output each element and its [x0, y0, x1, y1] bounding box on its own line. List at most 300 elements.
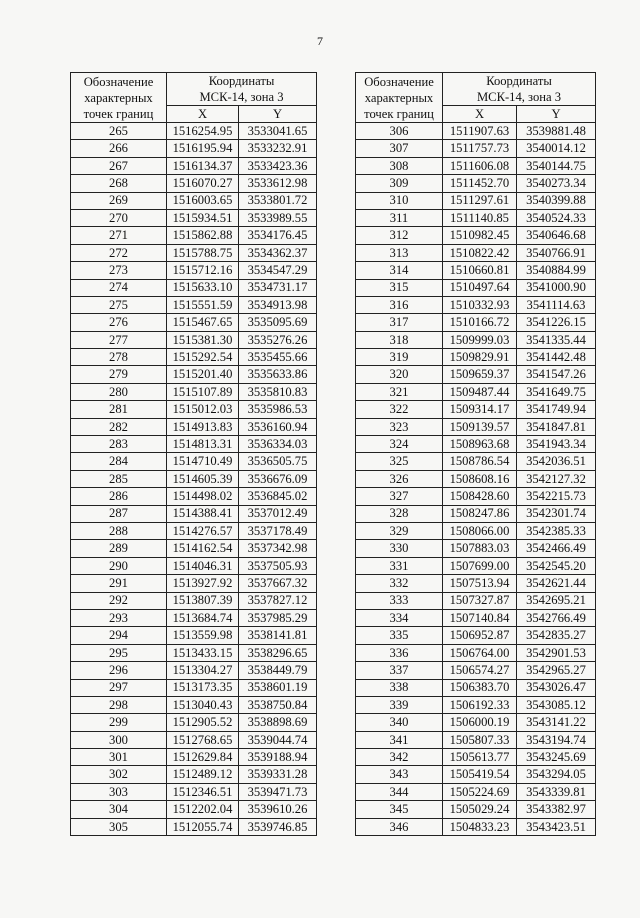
y-coordinate-cell: 3543141.22 — [517, 714, 596, 731]
x-coordinate-cell: 1508428.60 — [443, 488, 517, 505]
y-coordinate-cell: 3537342.98 — [239, 540, 317, 557]
point-number-cell: 291 — [71, 575, 167, 592]
y-coordinate-cell: 3542621.44 — [517, 575, 596, 592]
y-coordinate-cell: 3540766.91 — [517, 244, 596, 261]
table-row — [356, 627, 596, 644]
point-number-cell: 311 — [356, 209, 443, 226]
table-row — [71, 453, 317, 470]
point-number-cell: 300 — [71, 731, 167, 748]
table-row — [71, 818, 317, 835]
x-coordinate-cell: 1508608.16 — [443, 470, 517, 487]
designation-header: Обозначение характерных точек границ — [71, 73, 167, 123]
table-row — [356, 696, 596, 713]
point-number-cell: 317 — [356, 314, 443, 331]
table-row — [356, 488, 596, 505]
x-coordinate-cell: 1514813.31 — [167, 436, 239, 453]
point-number-cell: 326 — [356, 470, 443, 487]
coordinates-header: Координаты МСК-14, зона 3 — [443, 73, 596, 106]
y-coordinate-cell: 3542466.49 — [517, 540, 596, 557]
point-number-cell: 270 — [71, 209, 167, 226]
table-row — [71, 627, 317, 644]
point-number-cell: 294 — [71, 627, 167, 644]
x-coordinate-cell: 1509999.03 — [443, 331, 517, 348]
y-coordinate-cell: 3541547.26 — [517, 366, 596, 383]
point-number-cell: 316 — [356, 296, 443, 313]
x-coordinate-cell: 1507327.87 — [443, 592, 517, 609]
y-coordinate-cell: 3541335.44 — [517, 331, 596, 348]
x-coordinate-cell: 1504833.23 — [443, 818, 517, 835]
table-row — [356, 279, 596, 296]
table-row — [71, 540, 317, 557]
point-number-cell: 305 — [71, 818, 167, 835]
y-coordinate-cell: 3538296.65 — [239, 644, 317, 661]
point-number-cell: 302 — [71, 766, 167, 783]
y-coordinate-cell: 3538601.19 — [239, 679, 317, 696]
y-coordinate-cell: 3537178.49 — [239, 522, 317, 539]
table-row — [71, 488, 317, 505]
table-row — [71, 766, 317, 783]
y-coordinate-cell: 3539188.94 — [239, 749, 317, 766]
y-coordinate-cell: 3542965.27 — [517, 662, 596, 679]
y-coordinate-cell: 3536676.09 — [239, 470, 317, 487]
table-row — [71, 209, 317, 226]
point-number-cell: 289 — [71, 540, 167, 557]
table-row — [71, 470, 317, 487]
x-coordinate-cell: 1512768.65 — [167, 731, 239, 748]
point-number-cell: 310 — [356, 192, 443, 209]
y-coordinate-cell: 3542545.20 — [517, 557, 596, 574]
x-coordinate-cell: 1512489.12 — [167, 766, 239, 783]
table-row — [356, 192, 596, 209]
x-coordinate-cell: 1516134.37 — [167, 157, 239, 174]
x-coordinate-cell: 1510497.64 — [443, 279, 517, 296]
x-coordinate-cell: 1513559.98 — [167, 627, 239, 644]
x-coordinate-cell: 1505224.69 — [443, 783, 517, 800]
y-coordinate-cell: 3535633.86 — [239, 366, 317, 383]
table-row — [71, 609, 317, 626]
x-coordinate-cell: 1515201.40 — [167, 366, 239, 383]
table-row — [356, 766, 596, 783]
x-column-header: X — [443, 106, 517, 123]
y-coordinate-cell: 3536845.02 — [239, 488, 317, 505]
point-number-cell: 338 — [356, 679, 443, 696]
point-number-cell: 275 — [71, 296, 167, 313]
table-row — [356, 522, 596, 539]
table-row — [356, 557, 596, 574]
y-coordinate-cell: 3536160.94 — [239, 418, 317, 435]
y-coordinate-cell: 3541226.15 — [517, 314, 596, 331]
point-number-cell: 277 — [71, 331, 167, 348]
point-number-cell: 331 — [356, 557, 443, 574]
point-number-cell: 319 — [356, 349, 443, 366]
x-coordinate-cell: 1505029.24 — [443, 801, 517, 818]
x-coordinate-cell: 1516003.65 — [167, 192, 239, 209]
y-coordinate-cell: 3539746.85 — [239, 818, 317, 835]
coordinates-table-left — [70, 72, 317, 836]
x-coordinate-cell: 1514162.54 — [167, 540, 239, 557]
table-row — [356, 418, 596, 435]
y-coordinate-cell: 3538141.81 — [239, 627, 317, 644]
table-row — [71, 279, 317, 296]
point-number-cell: 322 — [356, 401, 443, 418]
point-number-cell: 299 — [71, 714, 167, 731]
y-coordinate-cell: 3541114.63 — [517, 296, 596, 313]
point-number-cell: 271 — [71, 227, 167, 244]
x-coordinate-cell: 1510332.93 — [443, 296, 517, 313]
x-coordinate-cell: 1509139.57 — [443, 418, 517, 435]
point-number-cell: 287 — [71, 505, 167, 522]
x-coordinate-cell: 1512629.84 — [167, 749, 239, 766]
y-coordinate-cell: 3537985.29 — [239, 609, 317, 626]
table-row — [71, 140, 317, 157]
x-coordinate-cell: 1510166.72 — [443, 314, 517, 331]
x-coordinate-cell: 1510660.81 — [443, 262, 517, 279]
point-number-cell: 334 — [356, 609, 443, 626]
y-coordinate-cell: 3541847.81 — [517, 418, 596, 435]
x-coordinate-cell: 1514498.02 — [167, 488, 239, 505]
table-row — [356, 175, 596, 192]
table-row — [71, 401, 317, 418]
x-coordinate-cell: 1508786.54 — [443, 453, 517, 470]
point-number-cell: 332 — [356, 575, 443, 592]
table-row — [356, 505, 596, 522]
y-coordinate-cell: 3537012.49 — [239, 505, 317, 522]
x-coordinate-cell: 1505613.77 — [443, 749, 517, 766]
point-number-cell: 321 — [356, 383, 443, 400]
point-number-cell: 297 — [71, 679, 167, 696]
point-number-cell: 278 — [71, 349, 167, 366]
x-coordinate-cell: 1515712.16 — [167, 262, 239, 279]
y-coordinate-cell: 3533801.72 — [239, 192, 317, 209]
point-number-cell: 314 — [356, 262, 443, 279]
y-coordinate-cell: 3534362.37 — [239, 244, 317, 261]
table-row — [356, 157, 596, 174]
table-row — [356, 349, 596, 366]
table-body-left — [71, 123, 317, 836]
table-row — [356, 262, 596, 279]
table-row — [356, 296, 596, 313]
table-row — [71, 436, 317, 453]
x-coordinate-cell: 1513684.74 — [167, 609, 239, 626]
table-row — [356, 383, 596, 400]
y-coordinate-cell: 3542835.27 — [517, 627, 596, 644]
x-coordinate-cell: 1509829.91 — [443, 349, 517, 366]
point-number-cell: 320 — [356, 366, 443, 383]
y-coordinate-cell: 3537827.12 — [239, 592, 317, 609]
x-coordinate-cell: 1516070.27 — [167, 175, 239, 192]
x-coordinate-cell: 1509314.17 — [443, 401, 517, 418]
table-row — [356, 123, 596, 140]
x-coordinate-cell: 1514388.41 — [167, 505, 239, 522]
point-number-cell: 341 — [356, 731, 443, 748]
table-row — [71, 314, 317, 331]
y-coordinate-cell: 3539044.74 — [239, 731, 317, 748]
x-coordinate-cell: 1515292.54 — [167, 349, 239, 366]
y-coordinate-cell: 3540014.12 — [517, 140, 596, 157]
x-coordinate-cell: 1514710.49 — [167, 453, 239, 470]
point-number-cell: 285 — [71, 470, 167, 487]
x-coordinate-cell: 1511297.61 — [443, 192, 517, 209]
point-number-cell: 323 — [356, 418, 443, 435]
table-row — [356, 731, 596, 748]
table-row — [356, 818, 596, 835]
table-row — [71, 331, 317, 348]
point-number-cell: 292 — [71, 592, 167, 609]
y-coordinate-cell: 3534731.17 — [239, 279, 317, 296]
point-number-cell: 318 — [356, 331, 443, 348]
x-coordinate-cell: 1513040.43 — [167, 696, 239, 713]
y-coordinate-cell: 3535276.26 — [239, 331, 317, 348]
x-coordinate-cell: 1513807.39 — [167, 592, 239, 609]
x-coordinate-cell: 1507699.00 — [443, 557, 517, 574]
point-number-cell: 272 — [71, 244, 167, 261]
x-coordinate-cell: 1509487.44 — [443, 383, 517, 400]
y-column-header: Y — [239, 106, 317, 123]
table-row — [71, 244, 317, 261]
point-number-cell: 345 — [356, 801, 443, 818]
y-coordinate-cell: 3540524.33 — [517, 209, 596, 226]
table-row — [71, 557, 317, 574]
y-coordinate-cell: 3543026.47 — [517, 679, 596, 696]
y-coordinate-cell: 3541000.90 — [517, 279, 596, 296]
table-row — [71, 227, 317, 244]
x-coordinate-cell: 1514913.83 — [167, 418, 239, 435]
table-row — [356, 801, 596, 818]
y-coordinate-cell: 3540273.34 — [517, 175, 596, 192]
y-coordinate-cell: 3543194.74 — [517, 731, 596, 748]
table-row — [71, 783, 317, 800]
x-coordinate-cell: 1515012.03 — [167, 401, 239, 418]
point-number-cell: 266 — [71, 140, 167, 157]
y-coordinate-cell: 3541749.94 — [517, 401, 596, 418]
y-coordinate-cell: 3538750.84 — [239, 696, 317, 713]
point-number-cell: 339 — [356, 696, 443, 713]
y-coordinate-cell: 3542127.32 — [517, 470, 596, 487]
point-number-cell: 307 — [356, 140, 443, 157]
y-coordinate-cell: 3534913.98 — [239, 296, 317, 313]
x-column-header: X — [167, 106, 239, 123]
point-number-cell: 335 — [356, 627, 443, 644]
point-number-cell: 276 — [71, 314, 167, 331]
point-number-cell: 303 — [71, 783, 167, 800]
x-coordinate-cell: 1511452.70 — [443, 175, 517, 192]
point-number-cell: 269 — [71, 192, 167, 209]
table-row — [356, 592, 596, 609]
y-coordinate-cell: 3533423.36 — [239, 157, 317, 174]
x-coordinate-cell: 1506192.33 — [443, 696, 517, 713]
point-number-cell: 295 — [71, 644, 167, 661]
point-number-cell: 267 — [71, 157, 167, 174]
point-number-cell: 312 — [356, 227, 443, 244]
table-row — [71, 522, 317, 539]
point-number-cell: 329 — [356, 522, 443, 539]
table-row — [71, 262, 317, 279]
y-coordinate-cell: 3543085.12 — [517, 696, 596, 713]
x-coordinate-cell: 1515551.59 — [167, 296, 239, 313]
x-coordinate-cell: 1514276.57 — [167, 522, 239, 539]
x-coordinate-cell: 1512346.51 — [167, 783, 239, 800]
y-coordinate-cell: 3543294.05 — [517, 766, 596, 783]
table-row — [356, 540, 596, 557]
y-coordinate-cell: 3540399.88 — [517, 192, 596, 209]
y-coordinate-cell: 3539471.73 — [239, 783, 317, 800]
table-row — [356, 575, 596, 592]
point-number-cell: 290 — [71, 557, 167, 574]
x-coordinate-cell: 1516254.95 — [167, 123, 239, 140]
x-coordinate-cell: 1512202.04 — [167, 801, 239, 818]
y-coordinate-cell: 3538449.79 — [239, 662, 317, 679]
y-coordinate-cell: 3535810.83 — [239, 383, 317, 400]
y-coordinate-cell: 3542036.51 — [517, 453, 596, 470]
point-number-cell: 336 — [356, 644, 443, 661]
x-coordinate-cell: 1506000.19 — [443, 714, 517, 731]
y-coordinate-cell: 3533612.98 — [239, 175, 317, 192]
y-coordinate-cell: 3542385.33 — [517, 522, 596, 539]
table-row — [356, 749, 596, 766]
y-coordinate-cell: 3539331.28 — [239, 766, 317, 783]
table-row — [356, 140, 596, 157]
x-coordinate-cell: 1506383.70 — [443, 679, 517, 696]
point-number-cell: 337 — [356, 662, 443, 679]
y-coordinate-cell: 3533989.55 — [239, 209, 317, 226]
table-row — [71, 418, 317, 435]
point-number-cell: 306 — [356, 123, 443, 140]
point-number-cell: 324 — [356, 436, 443, 453]
x-coordinate-cell: 1515467.65 — [167, 314, 239, 331]
x-coordinate-cell: 1512905.52 — [167, 714, 239, 731]
point-number-cell: 346 — [356, 818, 443, 835]
x-coordinate-cell: 1515107.89 — [167, 383, 239, 400]
table-row — [356, 314, 596, 331]
table-row — [356, 783, 596, 800]
table-row — [71, 696, 317, 713]
table-row — [356, 470, 596, 487]
table-row — [71, 175, 317, 192]
point-number-cell: 281 — [71, 401, 167, 418]
x-coordinate-cell: 1511907.63 — [443, 123, 517, 140]
y-coordinate-cell: 3533232.91 — [239, 140, 317, 157]
table-row — [356, 401, 596, 418]
point-number-cell: 325 — [356, 453, 443, 470]
point-number-cell: 308 — [356, 157, 443, 174]
point-number-cell: 265 — [71, 123, 167, 140]
table-row — [71, 731, 317, 748]
x-coordinate-cell: 1513927.92 — [167, 575, 239, 592]
x-coordinate-cell: 1508066.00 — [443, 522, 517, 539]
table-row — [356, 436, 596, 453]
point-number-cell: 286 — [71, 488, 167, 505]
y-coordinate-cell: 3535986.53 — [239, 401, 317, 418]
x-coordinate-cell: 1515788.75 — [167, 244, 239, 261]
y-coordinate-cell: 3534547.29 — [239, 262, 317, 279]
table-row — [71, 366, 317, 383]
y-coordinate-cell: 3537667.32 — [239, 575, 317, 592]
table-row — [356, 453, 596, 470]
table-row — [71, 801, 317, 818]
y-coordinate-cell: 3542215.73 — [517, 488, 596, 505]
x-coordinate-cell: 1514605.39 — [167, 470, 239, 487]
x-coordinate-cell: 1515934.51 — [167, 209, 239, 226]
point-number-cell: 282 — [71, 418, 167, 435]
y-coordinate-cell: 3533041.65 — [239, 123, 317, 140]
x-coordinate-cell: 1507513.94 — [443, 575, 517, 592]
table-row — [71, 192, 317, 209]
x-coordinate-cell: 1508247.86 — [443, 505, 517, 522]
table-row — [71, 296, 317, 313]
y-coordinate-cell: 3539881.48 — [517, 123, 596, 140]
table-row — [71, 749, 317, 766]
y-coordinate-cell: 3535455.66 — [239, 349, 317, 366]
y-coordinate-cell: 3542695.21 — [517, 592, 596, 609]
table-row — [71, 714, 317, 731]
x-coordinate-cell: 1511757.73 — [443, 140, 517, 157]
designation-header: Обозначение характерных точек границ — [356, 73, 443, 123]
table-row — [356, 662, 596, 679]
x-coordinate-cell: 1511140.85 — [443, 209, 517, 226]
point-number-cell: 274 — [71, 279, 167, 296]
table-row — [356, 714, 596, 731]
x-coordinate-cell: 1513433.15 — [167, 644, 239, 661]
y-coordinate-cell: 3542901.53 — [517, 644, 596, 661]
table-row — [356, 609, 596, 626]
x-coordinate-cell: 1507883.03 — [443, 540, 517, 557]
x-coordinate-cell: 1516195.94 — [167, 140, 239, 157]
y-coordinate-cell: 3536334.03 — [239, 436, 317, 453]
x-coordinate-cell: 1515862.88 — [167, 227, 239, 244]
point-number-cell: 304 — [71, 801, 167, 818]
x-coordinate-cell: 1515633.10 — [167, 279, 239, 296]
table-row — [71, 644, 317, 661]
y-coordinate-cell: 3539610.26 — [239, 801, 317, 818]
point-number-cell: 283 — [71, 436, 167, 453]
x-coordinate-cell: 1510822.42 — [443, 244, 517, 261]
x-coordinate-cell: 1514046.31 — [167, 557, 239, 574]
y-coordinate-cell: 3540884.99 — [517, 262, 596, 279]
table-row — [356, 244, 596, 261]
table-body-right — [356, 123, 596, 836]
point-number-cell: 298 — [71, 696, 167, 713]
point-number-cell: 315 — [356, 279, 443, 296]
table-row — [356, 644, 596, 661]
table-row — [356, 679, 596, 696]
point-number-cell: 284 — [71, 453, 167, 470]
point-number-cell: 328 — [356, 505, 443, 522]
x-coordinate-cell: 1505419.54 — [443, 766, 517, 783]
point-number-cell: 344 — [356, 783, 443, 800]
y-coordinate-cell: 3541943.34 — [517, 436, 596, 453]
point-number-cell: 268 — [71, 175, 167, 192]
point-number-cell: 279 — [71, 366, 167, 383]
y-coordinate-cell: 3541649.75 — [517, 383, 596, 400]
table-row — [356, 209, 596, 226]
y-coordinate-cell: 3535095.69 — [239, 314, 317, 331]
point-number-cell: 340 — [356, 714, 443, 731]
y-coordinate-cell: 3536505.75 — [239, 453, 317, 470]
x-coordinate-cell: 1513173.35 — [167, 679, 239, 696]
y-coordinate-cell: 3543245.69 — [517, 749, 596, 766]
point-number-cell: 273 — [71, 262, 167, 279]
x-coordinate-cell: 1511606.08 — [443, 157, 517, 174]
coordinates-table-right — [355, 72, 596, 836]
table-row — [71, 662, 317, 679]
x-coordinate-cell: 1507140.84 — [443, 609, 517, 626]
point-number-cell: 330 — [356, 540, 443, 557]
x-coordinate-cell: 1512055.74 — [167, 818, 239, 835]
y-coordinate-cell: 3534176.45 — [239, 227, 317, 244]
x-coordinate-cell: 1506764.00 — [443, 644, 517, 661]
table-row — [71, 592, 317, 609]
y-column-header: Y — [517, 106, 596, 123]
